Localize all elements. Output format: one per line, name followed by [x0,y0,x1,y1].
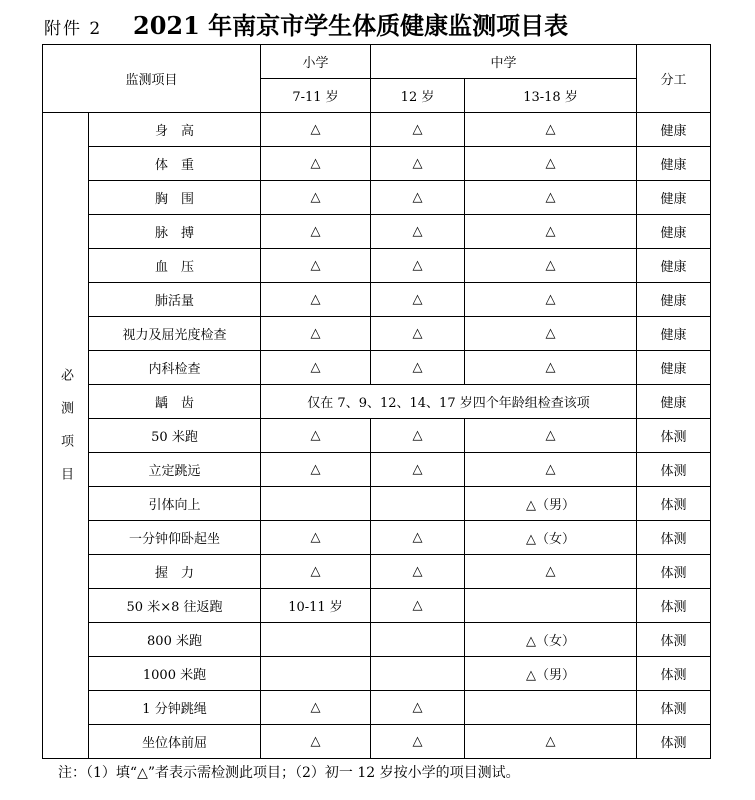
age13-18-cell: △ [465,215,637,249]
item-cell: 1 分钟跳绳 [89,691,261,725]
header-age-13-18: 13-18 岁 [465,79,637,113]
age13-18-cell: △ [465,351,637,385]
header-age-12: 12 岁 [371,79,465,113]
age13-18-cell: △ [465,453,637,487]
primary-cell: △ [261,317,371,351]
page-title: 2021 年南京市学生体质健康监测项目表 [133,11,569,40]
age12-cell: △ [371,215,465,249]
item-cell: 脉 搏 [89,215,261,249]
header-age-7-11: 7-11 岁 [261,79,371,113]
primary-cell: △ [261,181,371,215]
primary-cell: △ [261,283,371,317]
table-row [43,691,711,725]
age12-cell: △ [371,419,465,453]
age12-cell: △ [371,453,465,487]
age12-cell: △ [371,351,465,385]
age12-cell: △ [371,181,465,215]
table-row [43,589,711,623]
age13-18-cell: △（男） [465,657,637,691]
item-cell: 50 米跑 [89,419,261,453]
item-cell: 内科检查 [89,351,261,385]
item-cell: 引体向上 [89,487,261,521]
item-cell: 血 压 [89,249,261,283]
primary-cell: △ [261,249,371,283]
age13-18-cell: △ [465,113,637,147]
attachment-label: 附件 2 [44,19,103,39]
primary-cell: △ [261,453,371,487]
age12-cell: △ [371,691,465,725]
age13-18-cell: △ [465,555,637,589]
role-cell: 体测 [637,453,711,487]
table-row [43,283,711,317]
table-row [43,147,711,181]
header-item: 监测项目 [43,45,261,113]
primary-cell [261,623,371,657]
age12-cell: △ [371,521,465,555]
item-cell: 龋 齿 [89,385,261,419]
role-cell: 健康 [637,249,711,283]
primary-cell: △ [261,691,371,725]
table-row [43,453,711,487]
age13-18-cell: △ [465,283,637,317]
monitoring-table [42,44,711,759]
table-row [43,351,711,385]
item-cell: 握 力 [89,555,261,589]
primary-cell: △ [261,419,371,453]
table-row [43,113,711,147]
item-cell: 立定跳远 [89,453,261,487]
table-row [43,419,711,453]
role-cell: 健康 [637,385,711,419]
item-cell: 身 高 [89,113,261,147]
group-label: 必测项目 [58,367,73,500]
item-cell: 坐位体前屈 [89,725,261,759]
role-cell: 体测 [637,589,711,623]
age13-18-cell: △ [465,317,637,351]
table-row [43,317,711,351]
item-cell: 肺活量 [89,283,261,317]
footnote: 注：（1）填“△”者表示需检测此项目；（2）初一 12 岁按小学的项目测试。 [58,765,520,781]
role-cell: 体测 [637,555,711,589]
age13-18-cell: △ [465,147,637,181]
item-cell: 一分钟仰卧起坐 [89,521,261,555]
age12-cell: △ [371,113,465,147]
primary-cell: 10-11 岁 [261,589,371,623]
role-cell: 体测 [637,521,711,555]
age13-18-cell [465,589,637,623]
primary-cell: △ [261,113,371,147]
age13-18-cell: △（女） [465,521,637,555]
role-cell: 体测 [637,487,711,521]
primary-cell: △ [261,725,371,759]
table-row [43,725,711,759]
age13-18-cell: △ [465,181,637,215]
table-row [43,623,711,657]
note-span-cell: 仅在 7、9、12、14、17 岁四个年龄组检查该项 [261,385,637,419]
age13-18-cell: △（男） [465,487,637,521]
role-cell: 健康 [637,283,711,317]
primary-cell: △ [261,521,371,555]
header-middle: 中学 [371,45,637,79]
table-row [43,181,711,215]
item-cell: 800 米跑 [89,623,261,657]
item-cell: 1000 米跑 [89,657,261,691]
role-cell: 体测 [637,623,711,657]
item-cell: 胸 围 [89,181,261,215]
role-cell: 健康 [637,351,711,385]
age12-cell: △ [371,249,465,283]
item-cell: 50 米×8 往返跑 [89,589,261,623]
age12-cell: △ [371,555,465,589]
age12-cell: △ [371,283,465,317]
table-row [43,487,711,521]
primary-cell [261,657,371,691]
age13-18-cell: △（女） [465,623,637,657]
role-cell: 健康 [637,147,711,181]
age12-cell [371,657,465,691]
item-cell: 体 重 [89,147,261,181]
primary-cell: △ [261,555,371,589]
age12-cell: △ [371,317,465,351]
table-row [43,555,711,589]
table-row [43,249,711,283]
role-cell: 体测 [637,725,711,759]
role-cell: 健康 [637,113,711,147]
age12-cell [371,487,465,521]
age12-cell: △ [371,725,465,759]
age12-cell: △ [371,147,465,181]
table-row [43,657,711,691]
role-cell: 体测 [637,419,711,453]
table-row [43,215,711,249]
table-row [43,385,711,419]
role-cell: 体测 [637,657,711,691]
header-role: 分工 [637,45,711,113]
primary-cell: △ [261,351,371,385]
role-cell: 健康 [637,181,711,215]
role-cell: 体测 [637,691,711,725]
age13-18-cell: △ [465,419,637,453]
role-cell: 健康 [637,215,711,249]
primary-cell [261,487,371,521]
header-primary: 小学 [261,45,371,79]
item-cell: 视力及屈光度检查 [89,317,261,351]
table-row [43,521,711,555]
role-cell: 健康 [637,317,711,351]
age12-cell: △ [371,589,465,623]
primary-cell: △ [261,147,371,181]
primary-cell: △ [261,215,371,249]
age12-cell [371,623,465,657]
age13-18-cell [465,691,637,725]
age13-18-cell: △ [465,725,637,759]
age13-18-cell: △ [465,249,637,283]
group-label-cell [43,113,89,759]
